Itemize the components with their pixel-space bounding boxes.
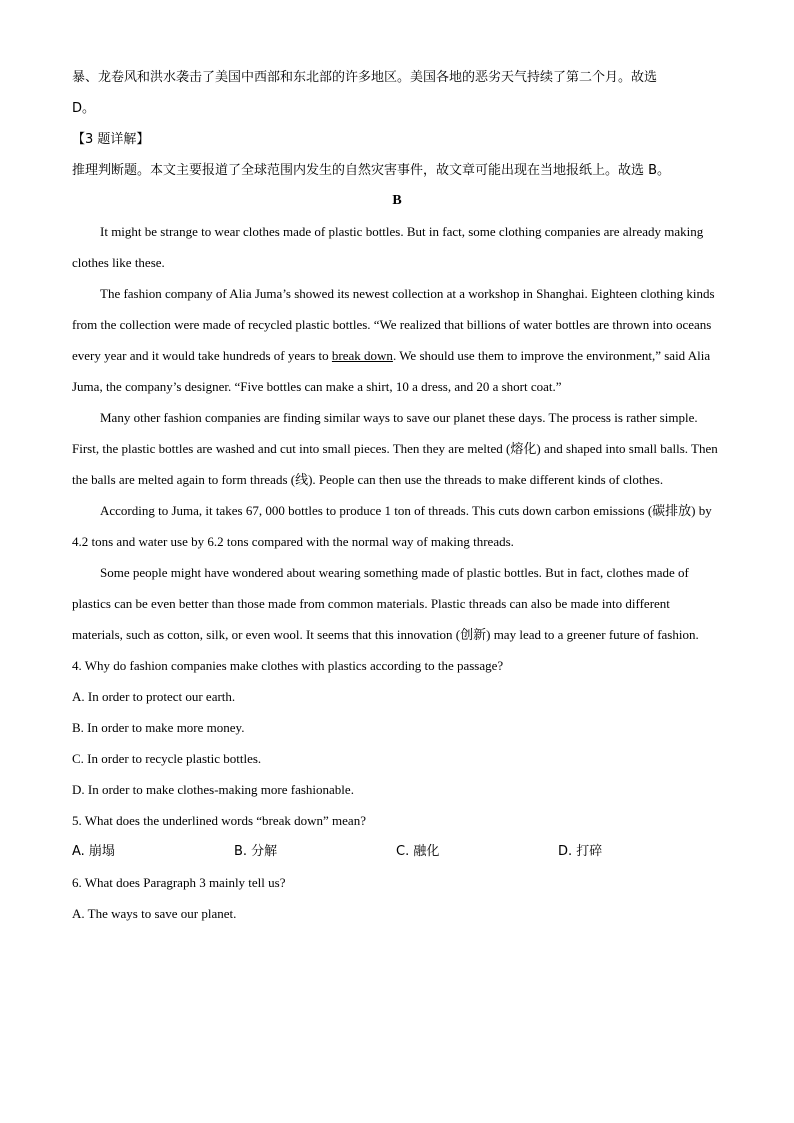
passage-paragraph-5: Some people might have wondered about wearing something made of plastic bottles. But in fact, clothes made of plastics can be even better than those made from common materials. Plastic threads can also be made into different materials, such as cotton, silk, or even wool. It seems that this innovation (创新) may lead to a greener future of fashion.: [72, 565, 699, 642]
section-title: B: [392, 193, 402, 208]
paragraph-2-text-before: The fashion company of Alia Juma’s showed its newest collection at a workshop in Shanghai. Eighteen clothing kinds from the collection were made of recycled plastic bottles. “We realized that billions of water bottles are thrown into oceans every year and it would take hundreds of years to: [72, 286, 715, 363]
question-4-stem: 4. Why do fashion companies make clothes with plastics according to the passage?: [72, 658, 504, 673]
passage-paragraph-4: According to Juma, it takes 67, 000 bottles to produce 1 ton of threads. This cuts down carbon emissions (碳排放) by 4.2 tons and water use by 6.2 tons compared with the normal way of making threads.: [72, 503, 712, 549]
previous-answer-line-2: D。: [72, 101, 96, 116]
question-5-option-a: A. 崩塌: [72, 844, 115, 859]
question-5-option-d: D. 打碎: [558, 844, 603, 859]
underlined-phrase-break-down: break down: [331, 348, 393, 363]
question-4-option-b: B. In order to make more money.: [72, 720, 245, 735]
question-5-option-b: B. 分解: [234, 844, 278, 859]
question-4-option-d: D. In order to make clothes-making more fashionable.: [72, 782, 354, 797]
question-4-option-c: C. In order to recycle plastic bottles.: [72, 751, 262, 766]
question-4-option-a: A. In order to protect our earth.: [72, 689, 236, 704]
passage-paragraph-2: [72, 278, 722, 402]
question-5-options: [72, 836, 722, 867]
document-page: [72, 62, 722, 929]
question-5-stem: 5. What does the underlined words “break down” mean?: [72, 813, 366, 828]
previous-answer-line-1: 暴、龙卷风和洪水袭击了美国中西部和东北部的许多地区。美国各地的恶劣天气持续了第二个月。故选: [72, 70, 658, 85]
detail-3-label: 【3 题详解】: [72, 132, 150, 147]
question-6-option-a: A. The ways to save our planet.: [72, 906, 237, 921]
question-5-option-c: C. 融化: [396, 844, 440, 859]
passage-paragraph-1: It might be strange to wear clothes made of plastic bottles. But in fact, some clothing companies are already making clothes like these.: [72, 224, 704, 270]
detail-3-text: 推理判断题。本文主要报道了全球范围内发生的自然灾害事件，故文章可能出现在当地报纸上。故选 B。: [72, 163, 671, 178]
passage-paragraph-3: Many other fashion companies are finding similar ways to save our planet these days. The process is rather simple. First, the plastic bottles are washed and cut into small pieces. Then they are melted (熔化) and shaped into small balls. Then the balls are melted again to form threads (线). People can then use the threads to make different kinds of clothes.: [72, 410, 718, 487]
paragraph-2-text-after: . We should use them to improve the environment,” said Alia Juma, the company’s designer. “Five bottles can make a shirt, 10 a dress, and 20 a short coat.”: [72, 348, 711, 394]
question-6-stem: 6. What does Paragraph 3 mainly tell us?: [72, 875, 286, 890]
